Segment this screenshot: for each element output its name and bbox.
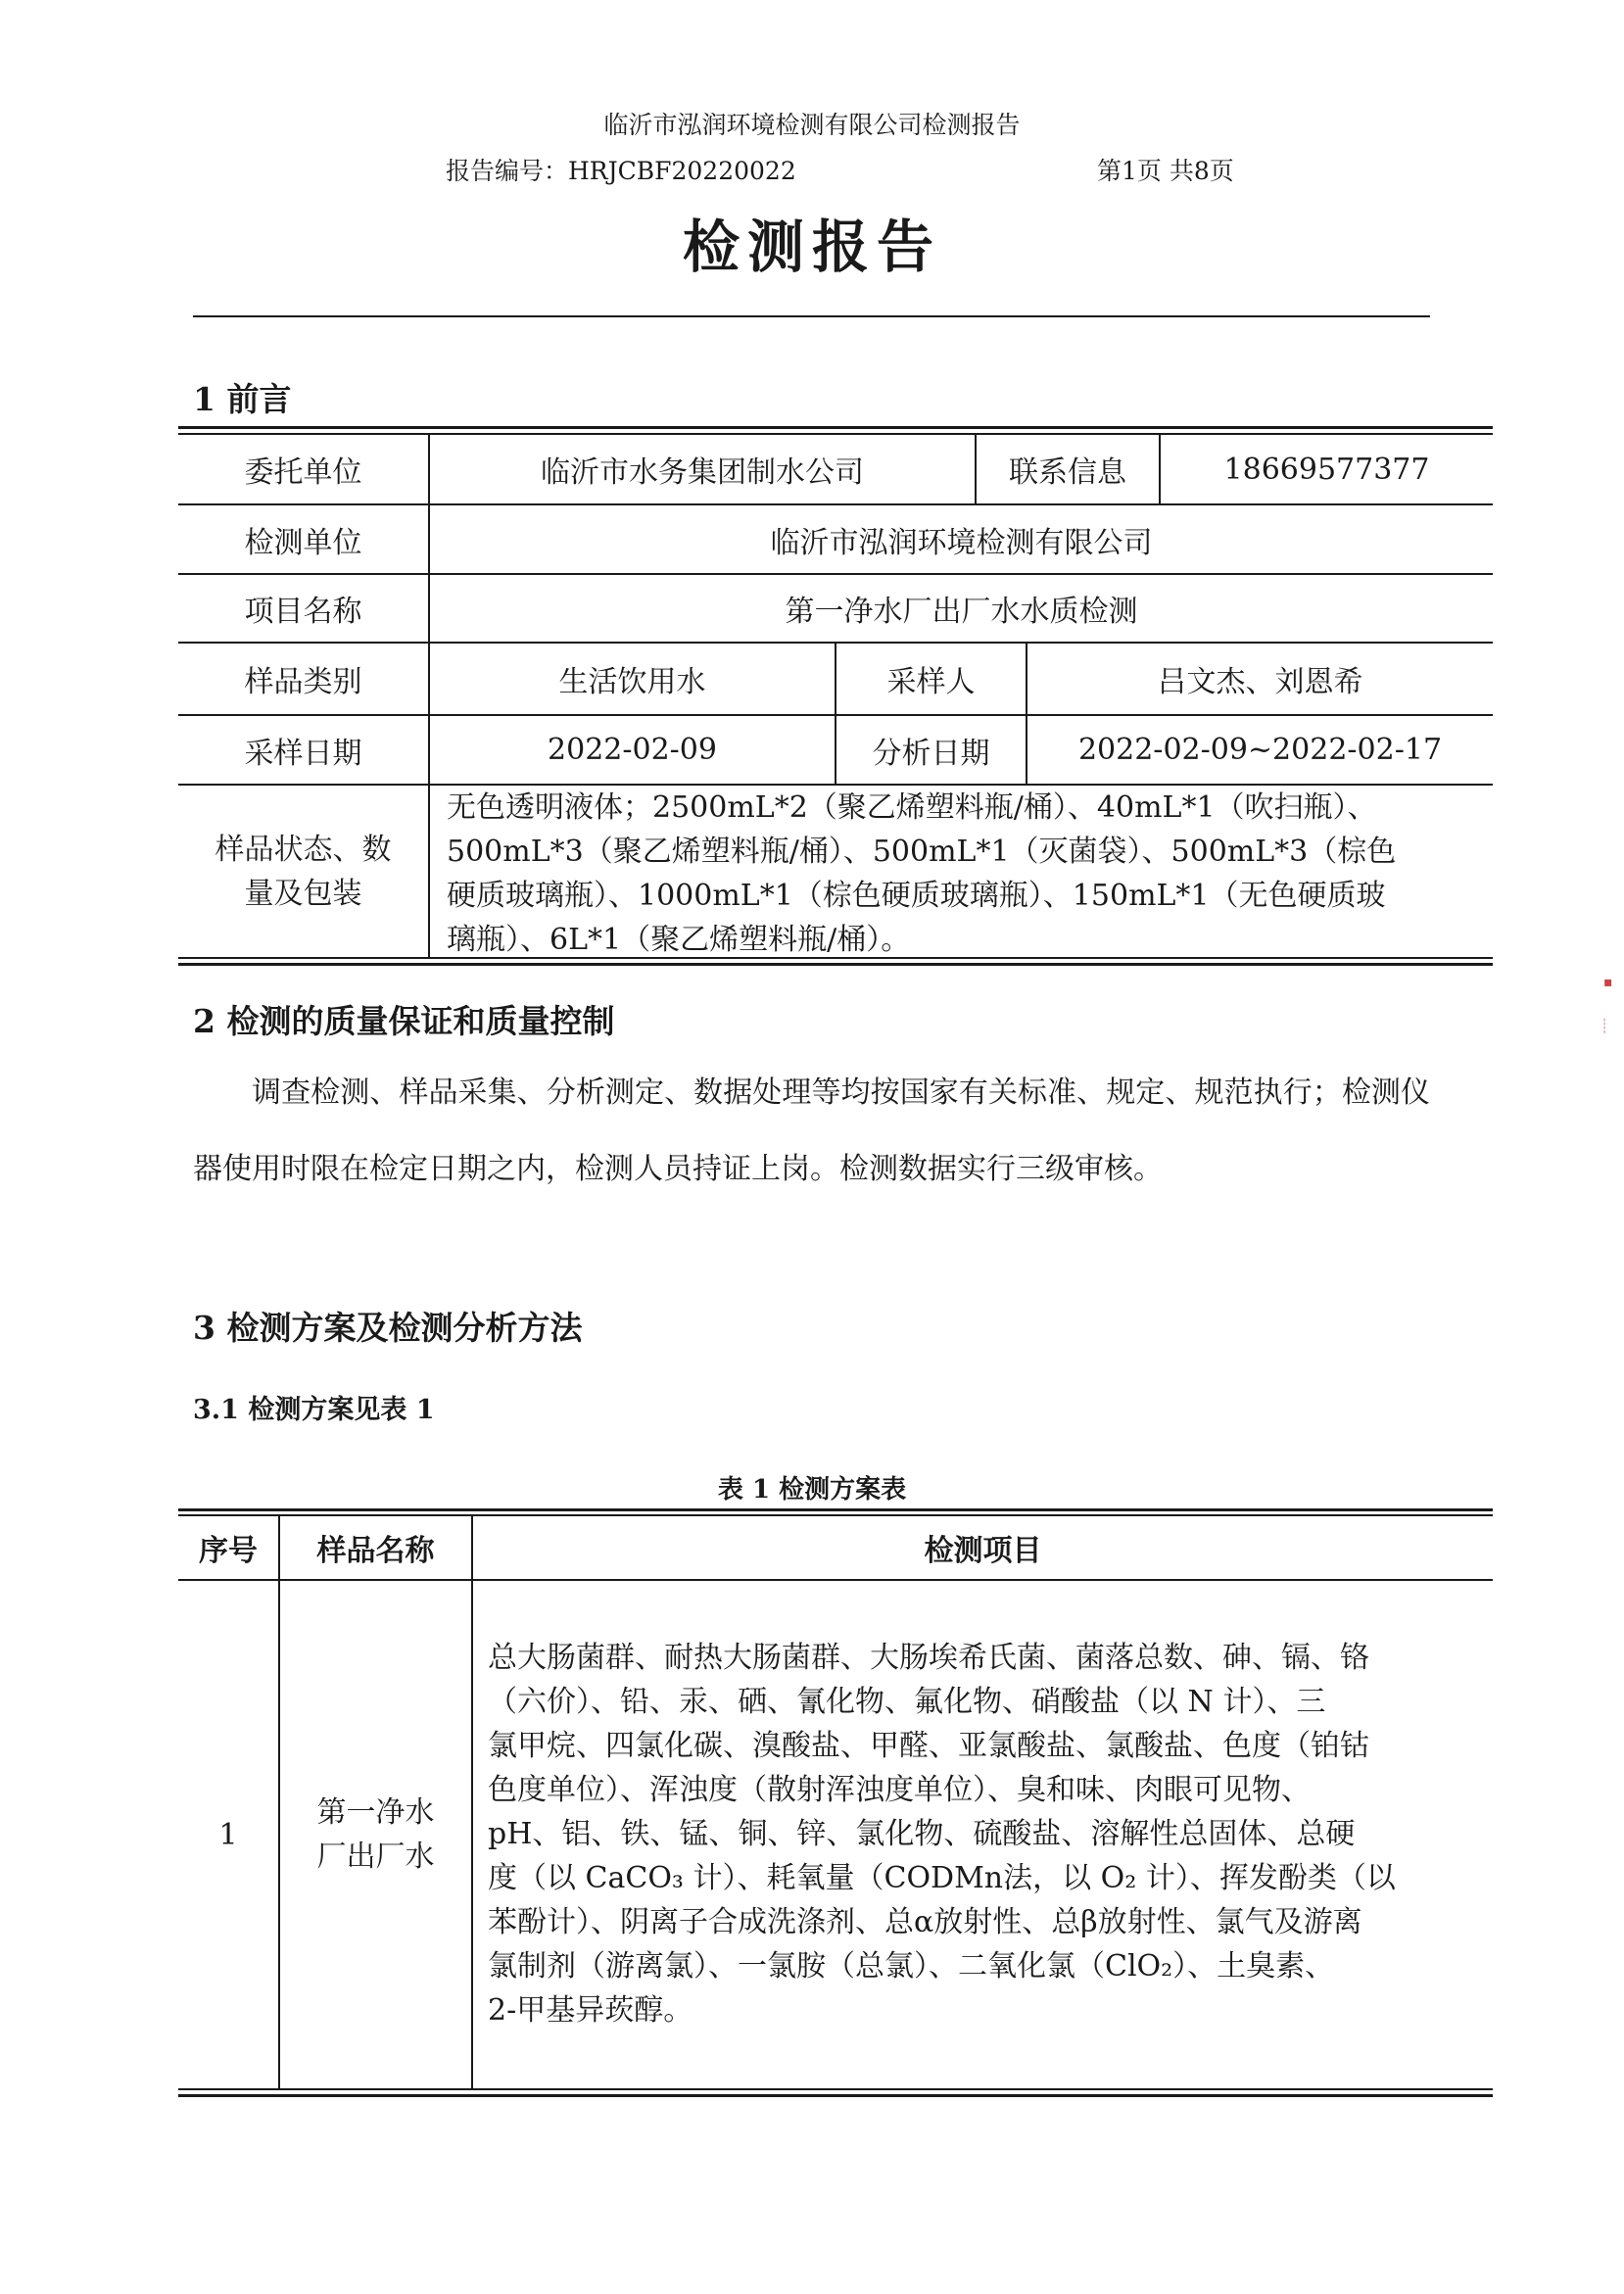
row-sample-name-line: 厂出厂水 [316, 1840, 435, 1874]
row-items [488, 1636, 1487, 2032]
title-divider [193, 315, 1430, 317]
seal-edge-mark: ┊ [1600, 1019, 1609, 1034]
row-sample-name [280, 1581, 471, 2088]
items-line: 苯酚计）、阴离子合成洗涤剂、总α放射性、总β放射性、氯气及游离 [488, 1905, 1362, 1939]
sample-type-label: 样品类别 [244, 665, 362, 699]
sample-state-line: 500mL*3（聚乙烯塑料瓶/桶）、500mL*1（灭菌袋）、500mL*3（棕色 [447, 835, 1397, 869]
sample-state-line: 璃瓶）、6L*1（聚乙烯塑料瓶/桶）。 [447, 923, 911, 957]
plan-table-col-rule [471, 1516, 473, 2088]
sample-state-label [178, 786, 428, 957]
col-header-no: 序号 [199, 1534, 258, 1568]
sample-type-value: 生活饮用水 [558, 665, 706, 699]
page-title: 检测报告 [682, 214, 941, 280]
row-sample-name-line: 第一净水 [316, 1795, 435, 1830]
plan-table-bottom-rule-1 [178, 2088, 1493, 2090]
plan-table-bottom-rule-2 [178, 2094, 1493, 2097]
sampler-label: 采样人 [886, 665, 976, 699]
analysis-date-value: 2022-02-09~2022-02-17 [1077, 733, 1443, 767]
lab-value: 临沂市泓润环境检测有限公司 [770, 525, 1153, 560]
project-value: 第一净水厂出厂水水质检测 [785, 595, 1138, 629]
section2-heading: 2 检测的质量保证和质量控制 [193, 1002, 615, 1040]
contact-label: 联系信息 [1009, 455, 1126, 490]
items-line: （六价）、铅、汞、硒、氰化物、氟化物、硝酸盐（以 N 计）、三 [488, 1685, 1326, 1719]
items-line: 2-甲基异莰醇。 [488, 1993, 693, 2028]
items-line: 色度单位）、浑浊度（散射浑浊度单位）、臭和味、肉眼可见物、 [488, 1773, 1311, 1807]
sample-state-line: 无色透明液体；2500mL*2（聚乙烯塑料瓶/桶）、40mL*1（吹扫瓶）、 [447, 790, 1377, 825]
items-line: 氯制剂（游离氯）、一氯胺（总氯）、二氧化氯（ClO₂）、土臭素、 [488, 1949, 1335, 1983]
row-no: 1 [218, 1817, 238, 1852]
section3-heading: 3 检测方案及检测分析方法 [193, 1309, 583, 1347]
client-value: 临沂市水务集团制水公司 [541, 455, 864, 490]
plan-table-top-rule-1 [178, 1508, 1493, 1511]
project-label: 项目名称 [244, 595, 362, 629]
items-line: 度（以 CaCO₃ 计）、耗氧量（CODMn法，以 O₂ 计）、挥发酚类（以 [488, 1861, 1396, 1895]
client-label: 委托单位 [244, 455, 362, 490]
sample-date-label: 采样日期 [244, 736, 362, 771]
sample-state-label-line: 样品状态、数 [215, 832, 392, 867]
items-line: 氯甲烷、四氯化碳、溴酸盐、甲醛、亚氯酸盐、氯酸盐、色度（铂钴 [488, 1729, 1369, 1763]
sample-state-value [447, 786, 1493, 962]
analysis-date-label: 分析日期 [872, 736, 990, 771]
contact-value: 18669577377 [1223, 452, 1430, 487]
section3-1-heading: 3.1 检测方案见表 1 [193, 1395, 435, 1425]
items-line: 总大肠菌群、耐热大肠菌群、大肠埃希氏菌、菌落总数、砷、镉、铬 [488, 1641, 1369, 1675]
sampler-value: 吕文杰、刘恩希 [1157, 665, 1363, 699]
table-caption: 表 1 检测方案表 [717, 1475, 907, 1505]
sample-date-value: 2022-02-09 [548, 733, 717, 767]
info-table-top-rule-1 [178, 426, 1493, 429]
seal-edge-mark: ▪ [1603, 975, 1613, 990]
col-header-items: 检测项目 [924, 1534, 1042, 1568]
page-info: 第1页 共8页 [1097, 157, 1234, 185]
sample-state-label-line: 量及包装 [244, 876, 362, 911]
report-number: 报告编号：HRJCBF20220022 [446, 157, 796, 185]
items-line: pH、铝、铁、锰、铜、锌、氯化物、硫酸盐、溶解性总固体、总硬 [488, 1817, 1356, 1851]
lab-label: 检测单位 [244, 525, 362, 560]
section1-heading: 1 前言 [193, 380, 292, 418]
quality-paragraph: 调查检测、样品采集、分析测定、数据处理等均按国家有关标准、规定、规范执行；检测仪器使用时限在检定日期之内，检测人员持证上岗。检测数据实行三级审核。 [193, 1075, 1430, 1186]
info-table-bottom-rule-2 [178, 963, 1493, 966]
sample-state-line: 硬质玻璃瓶）、1000mL*1（棕色硬质玻璃瓶）、150mL*1（无色硬质玻 [447, 879, 1386, 913]
col-header-sample-name: 样品名称 [316, 1534, 435, 1568]
company-report-header: 临沂市泓润环境检测有限公司检测报告 [603, 111, 1021, 139]
